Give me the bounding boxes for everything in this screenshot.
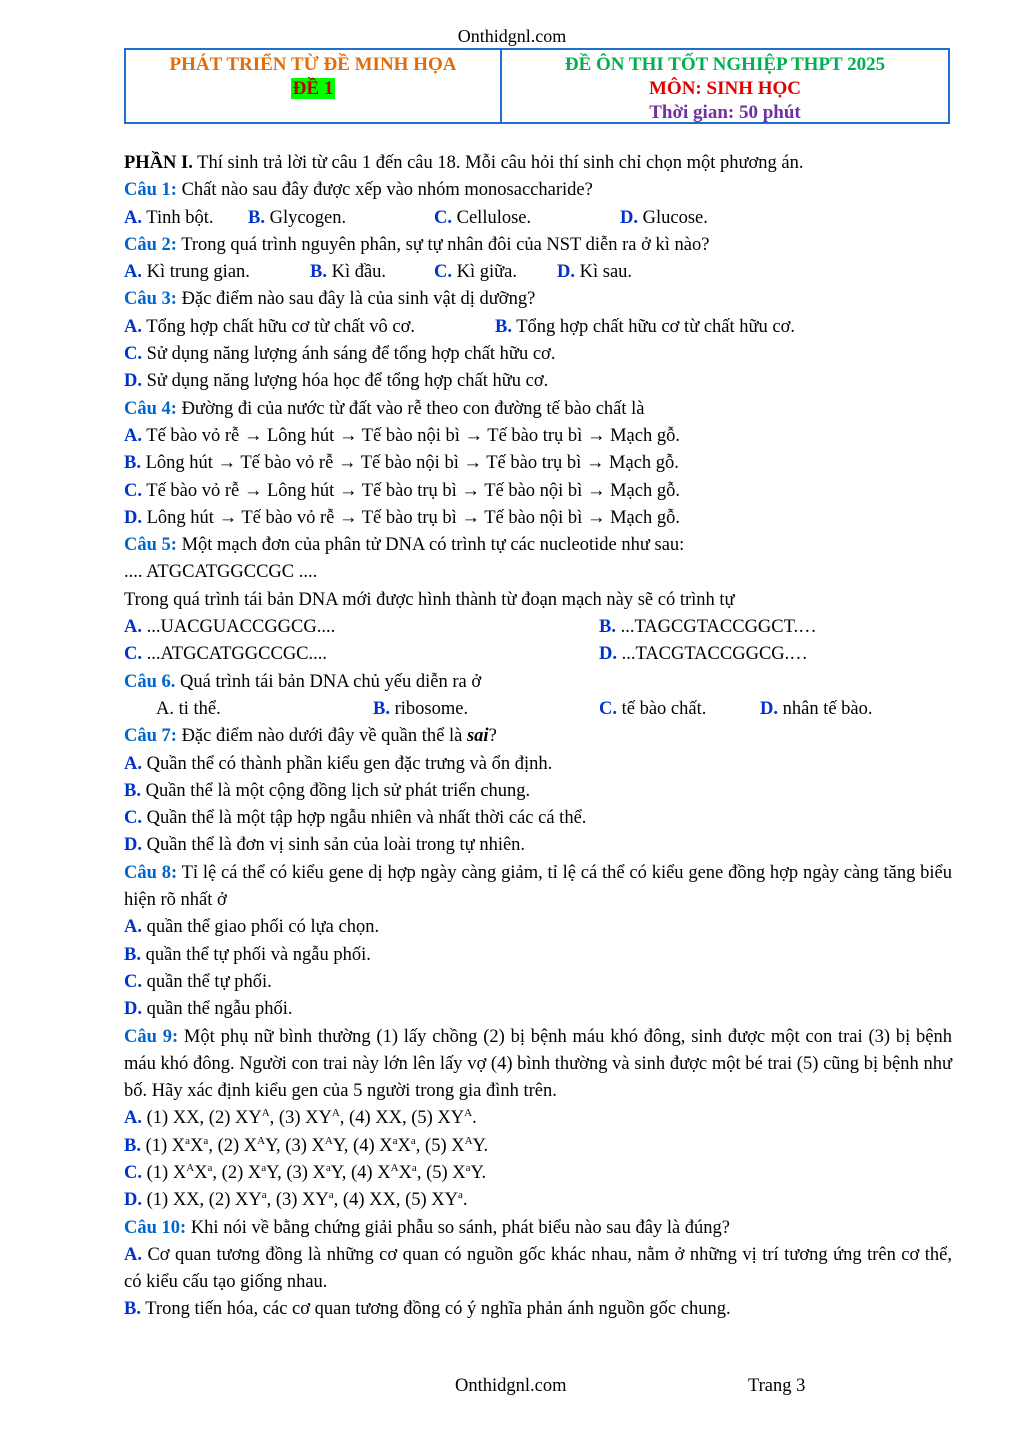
header-right-cell	[502, 50, 948, 122]
option-a[interactable]: A. (1) XX, (2) $XY^A$, (3) $XY^A$, (4) XX, (5) $XY^A$.	[124, 1107, 477, 1129]
option-d[interactable]: D. quần thể ngẫu phối.	[124, 999, 293, 1020]
option-a[interactable]: A. Kì trung gian.	[124, 262, 250, 283]
option-c[interactable]: C. ...ATGCATGGCCGC....	[124, 644, 328, 665]
question-2-options	[124, 259, 952, 286]
question-6: Câu 6. Quá trình tái bản DNA chủ yếu diễn ra ở	[124, 671, 482, 692]
option-d[interactable]: D. Quần thể là đơn vị sinh sản của loài trong tự nhiên.	[124, 835, 526, 856]
option-c[interactable]: C. (1) $X^AX^a$, (2) $X^aY$, (3) $X^aY$, (4) $X^AX^a$, (5) $X^aY$.	[124, 1161, 487, 1183]
question-10: Câu 10: Khi nói về bằng chứng giải phẫu so sánh, phát biểu nào sau đây là đúng?	[124, 1217, 731, 1238]
option-c[interactable]: C. tế bào chất.	[599, 698, 707, 719]
page-number: Trang 3	[748, 1376, 806, 1396]
footer-site: Onthidgnl.com	[455, 1376, 567, 1396]
question-1-options	[124, 205, 952, 232]
option-d[interactable]: D. (1) XX, (2) $XY^a$, (3) $XY^a$, (4) XX, (5) $XY^a$.	[124, 1189, 468, 1211]
option-d[interactable]: D. nhân tế bào.	[760, 698, 873, 719]
option-b[interactable]: B. ...TAGCGTACCGGCT.…	[599, 617, 817, 638]
option-b[interactable]: B. Tổng hợp chất hữu cơ từ chất hữu cơ.	[495, 316, 796, 337]
option-c[interactable]: C. Sử dụng năng lượng ánh sáng để tổng hợp chất hữu cơ.	[124, 344, 556, 365]
exam-content	[124, 150, 952, 1324]
option-d[interactable]: D. Lông hút → Tế bào vỏ rễ → Tế bào trụ bì → Tế bào nội bì → Mạch gỗ.	[124, 507, 680, 528]
option-a[interactable]: A. Tinh bột.	[124, 207, 214, 228]
option-b[interactable]: B. Trong tiến hóa, các cơ quan tương đồng có ý nghĩa phản ánh nguồn gốc chung.	[124, 1299, 731, 1320]
question-1: Câu 1: Chất nào sau đây được xếp vào nhóm monosaccharide?	[124, 180, 593, 201]
question-5-options-cd	[124, 641, 952, 668]
option-b[interactable]: B. Glycogen.	[248, 207, 347, 228]
header-left-cell	[126, 50, 502, 122]
question-4: Câu 4: Đường đi của nước từ đất vào rễ theo con đường tế bào chất là	[124, 398, 645, 419]
option-c[interactable]: C. Tế bào vỏ rễ → Lông hút → Tế bào trụ bì → Tế bào nội bì → Mạch gỗ.	[124, 480, 680, 501]
question-5-text: Trong quá trình tái bản DNA mới được hình thành từ đoạn mạch này sẽ có trình tự	[124, 589, 735, 610]
question-9: Câu 9: Một phụ nữ bình thường (1) lấy chồng (2) bị bệnh máu khó đông, sinh được một con trai (3) bị bệnh máu khó đông. Người con trai này lớn lên lấy vợ (4) bình thường và sinh được một bé trai (5) cũng bị bệnh như bố. Hãy xác định kiểu gen của 5 người trong gia đình trên.	[124, 1026, 952, 1102]
question-2: Câu 2: Trong quá trình nguyên phân, sự tự nhân đôi của NST diễn ra ở kì nào?	[124, 234, 710, 255]
option-b[interactable]: B. Lông hút → Tế bào vỏ rễ → Tế bào nội bì → Tế bào trụ bì → Mạch gỗ.	[124, 453, 679, 474]
option-a[interactable]: A. Quần thể có thành phần kiểu gen đặc trưng và ổn định.	[124, 753, 553, 774]
question-7: Câu 7: Đặc điểm nào dưới đây về quần thể là sai?	[124, 726, 497, 747]
question-6-options	[124, 696, 952, 723]
option-c[interactable]: C. Cellulose.	[434, 207, 532, 228]
question-3: Câu 3: Đặc điểm nào sau đây là của sinh vật dị dưỡng?	[124, 289, 536, 310]
option-d[interactable]: D. Sử dụng năng lượng hóa học để tổng hợp chất hữu cơ.	[124, 371, 549, 392]
option-c[interactable]: C. Quần thể là một tập hợp ngẫu nhiên và nhất thời các cá thể.	[124, 808, 587, 829]
header-exam-number: ĐỀ 1	[292, 78, 334, 99]
part-instruction: PHẦN I. Thí sinh trả lời từ câu 1 đến câu 18. Mỗi câu hỏi thí sinh chỉ chọn một phương án.	[124, 153, 804, 173]
question-8: Câu 8: Tỉ lệ cá thể có kiểu gene dị hợp ngày càng giảm, tỉ lệ cá thể có kiểu gene đồng hợp ngày càng tăng biểu hiện rõ nhất ở	[124, 862, 952, 911]
dna-sequence: .... ATGCATGGCCGC ....	[124, 562, 318, 583]
question-5-options-ab	[124, 614, 952, 641]
site-header-text: Onthidgnl.com	[457, 26, 567, 46]
option-b[interactable]: B. quần thể tự phối và ngẫu phối.	[124, 944, 371, 965]
exam-header-table	[124, 48, 950, 124]
header-exam-title: ĐỀ ÔN THI TỐT NGHIỆP THPT 2025	[564, 54, 886, 75]
header-duration: Thời gian: 50 phút	[649, 102, 801, 123]
header-source: PHÁT TRIỂN TỪ ĐỀ MINH HỌA	[169, 54, 457, 75]
option-a[interactable]: A. Tổng hợp chất hữu cơ từ chất vô cơ.	[124, 316, 416, 337]
option-a[interactable]: A. Cơ quan tương đồng là những cơ quan có nguồn gốc khác nhau, nằm ở những vị trí tương ứng trên cơ thể, có kiểu cấu tạo giống nhau.	[124, 1244, 952, 1293]
option-a[interactable]: A. quần thể giao phối có lựa chọn.	[124, 917, 380, 938]
option-b[interactable]: B. Quần thể là một cộng đồng lịch sử phát triển chung.	[124, 780, 531, 801]
header-subject: MÔN: SINH HỌC	[649, 78, 801, 99]
option-a[interactable]: A. Tế bào vỏ rễ → Lông hút → Tế bào nội bì → Tế bào trụ bì → Mạch gỗ.	[124, 425, 680, 446]
question-3-options-ab	[124, 314, 952, 341]
option-c[interactable]: C. Kì giữa.	[434, 262, 518, 283]
option-a[interactable]: A. ...UACGUACCGGCG....	[124, 617, 336, 638]
option-c[interactable]: C. quần thể tự phối.	[124, 971, 272, 992]
option-b[interactable]: B. Kì đầu.	[310, 262, 387, 283]
option-b[interactable]: B. (1) $X^aX^a$, (2) $X^AY$, (3) $X^AY$, (4) $X^aX^a$, (5) $X^AY$.	[124, 1134, 489, 1156]
option-d[interactable]: D. Glucose.	[620, 207, 708, 228]
option-d[interactable]: D. ...TACGTACCGGCG.…	[599, 644, 808, 665]
question-5: Câu 5: Một mạch đơn của phân tử DNA có trình tự các nucleotide như sau:	[124, 535, 685, 556]
option-b[interactable]: B. ribosome.	[373, 698, 469, 719]
option-d[interactable]: D. Kì sau.	[557, 262, 633, 283]
option-a[interactable]: A. ti thể.	[156, 698, 221, 719]
